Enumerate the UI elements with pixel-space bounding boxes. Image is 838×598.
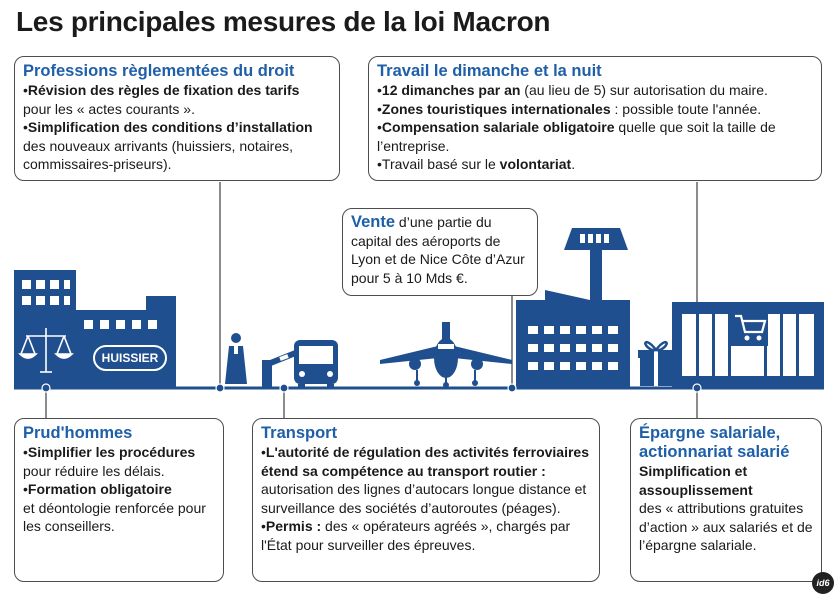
prudhommes-bullet-1: •Simplifier les procédures pour réduire les délais.: [23, 444, 196, 479]
professions-bullet-2: •Simplification des conditions d’installation des nouveaux arrivants (huissiers, notaires, commissaires-priseurs).: [23, 119, 313, 172]
epargne-box: [630, 418, 822, 582]
epargne-text: Simplification et assouplissement des « attributions gratuites d’action » aux salariés et de l’épargne salariale.: [639, 463, 813, 553]
bus-icon: [294, 340, 338, 388]
vente-text: Vente d’une partie du capital des aéroports de Lyon et de Nice Côte d’Azur pour 5 à 10 Mds €.: [351, 213, 525, 286]
professions-bullet-1: •Révision des règles de fixation des tarifs pour les « actes courants ».: [23, 82, 300, 117]
airplane-icon: [380, 322, 512, 388]
transport-heading: Transport: [261, 424, 338, 442]
prudhommes-bullet-2: •Formation obligatoire et déontologie renforcée pour les conseillers.: [23, 481, 206, 534]
gift-icon: [638, 342, 674, 386]
vente-box: [342, 208, 538, 296]
professions-box: [14, 56, 340, 181]
professions-heading: Professions règlementées du droit: [23, 62, 295, 80]
travail-bullet-3: •Compensation salariale obligatoire quelle que soit la taille de l’entreprise.: [377, 119, 776, 154]
page-title: Les principales mesures de la loi Macron: [16, 6, 551, 37]
epargne-heading: Épargne salariale, actionnariat salarié: [639, 424, 790, 461]
publisher-badge: id6: [812, 572, 834, 594]
supermarket-icon: [672, 302, 824, 388]
transport-bullet-2: •Permis : des « opérateurs agréés », chargés par l'État pour surveiller des épreuves.: [261, 518, 571, 553]
transport-box: [252, 418, 600, 582]
travail-bullet-2: •Zones touristiques internationales : possible toute l'année.: [377, 100, 762, 117]
huissier-sign: HUISSIER: [101, 351, 159, 365]
travail-bullet-1: •12 dimanches par an (au lieu de 5) sur autorisation du maire.: [377, 82, 768, 98]
travail-box: [368, 56, 822, 181]
transport-bullet-1: •L'autorité de régulation des activités ferroviaires étend sa compétence au transport routier : autorisation des lignes d’autocars longue distance et surveillance des sociétés d’autoroutes (péages).: [261, 444, 590, 516]
prudhommes-box: [14, 418, 224, 582]
travail-heading: Travail le dimanche et la nuit: [377, 62, 602, 80]
courthouse-icon: [14, 270, 176, 388]
prudhommes-heading: Prud'hommes: [23, 424, 133, 442]
travail-bullet-4: •Travail basé sur le volontariat.: [377, 156, 576, 172]
lawyer-figure-icon: [225, 333, 247, 384]
